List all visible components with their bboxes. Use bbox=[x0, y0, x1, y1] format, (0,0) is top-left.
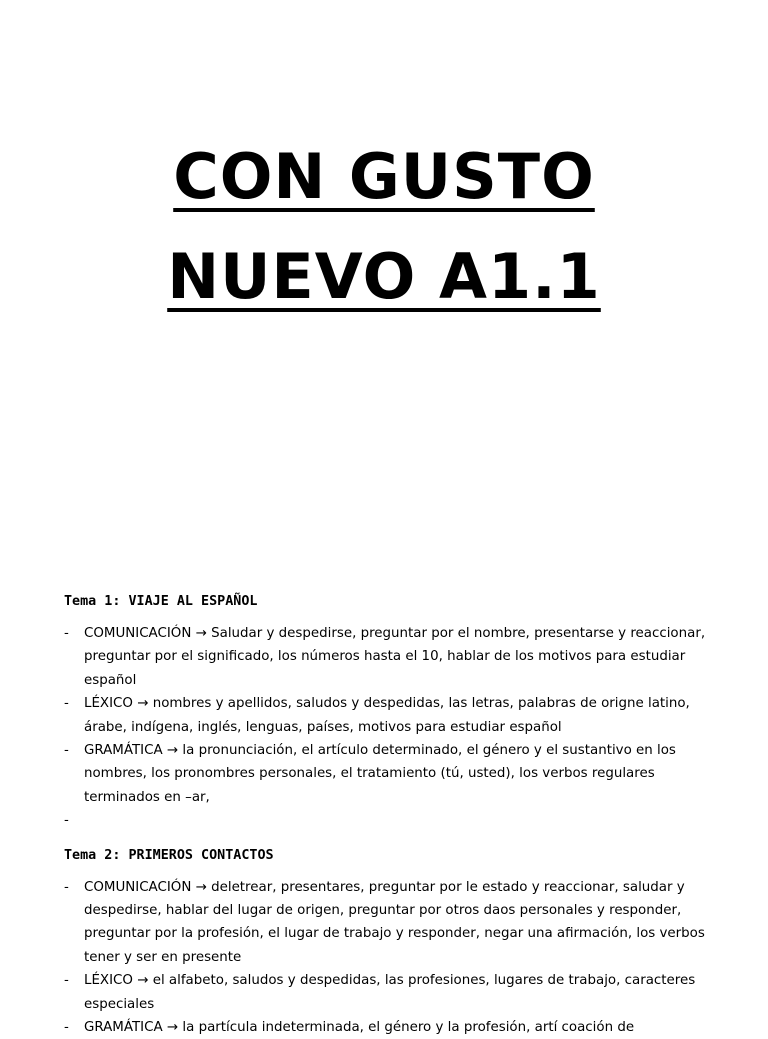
list-item bbox=[64, 692, 724, 739]
tema-2-section bbox=[64, 845, 724, 1039]
item-label: GRAMÁTICA bbox=[84, 743, 163, 759]
list-item bbox=[64, 876, 724, 970]
list-item bbox=[64, 969, 724, 1016]
item-text: nombres y apellidos, saludos y despedidas, las letras, palabras de origne latino, árabe, indígena, inglés, lenguas, países, motivos para estudiar español bbox=[84, 696, 690, 735]
list-item bbox=[64, 739, 724, 809]
item-label: COMUNICACIÓN bbox=[84, 879, 192, 895]
item-text: deletrear, presentares, preguntar por le estado y reaccionar, saludar y despedirse, hablar del lugar de origen, preguntar por otros daos personales y responder, preguntar por la profesión, el lugar de trabajo y responder, negar una afirmación, los verbos tener y ser en presente bbox=[84, 879, 705, 965]
syllabus-content bbox=[64, 591, 724, 1039]
list-dash: - bbox=[64, 626, 69, 641]
list-item bbox=[64, 622, 724, 692]
item-text: el alfabeto, saludos y despedidas, las profesiones, lugares de trabajo, caracteres especiales bbox=[84, 973, 696, 1012]
item-label: GRAMÁTICA bbox=[84, 1020, 163, 1036]
list-dash: - bbox=[64, 813, 69, 829]
tema-2-heading: Tema 2: PRIMEROS CONTACTOS bbox=[64, 847, 274, 863]
list-item-empty bbox=[64, 809, 724, 832]
tema-1-heading: Tema 1: VIAJE AL ESPAÑOL bbox=[64, 594, 258, 609]
list-item bbox=[64, 1016, 724, 1039]
item-text: la pronunciación, el artículo determinado, el género y el sustantivo en los nombres, los pronombres personales, el tratamiento (tú, usted), los verbos regulares terminados en –ar, bbox=[84, 743, 676, 805]
list-dash: - bbox=[64, 973, 69, 989]
item-text: la partícula indeterminada, el género y la profesión, artí coación de bbox=[182, 1020, 635, 1036]
item-text: Saludar y despedirse, preguntar por el nombre, presentarse y reaccionar, preguntar por el significado, los números hasta el 10, hablar de los motivos para estudiar español bbox=[84, 626, 706, 688]
list-dash: - bbox=[64, 879, 69, 895]
title-line-2: NUEVO A1.1 bbox=[167, 240, 601, 313]
item-label: LÉXICO bbox=[84, 696, 133, 712]
document-title bbox=[0, 140, 768, 314]
arrow-icon: → bbox=[137, 696, 149, 712]
item-label: COMUNICACIÓN bbox=[84, 626, 192, 641]
item-label: LÉXICO bbox=[84, 973, 133, 989]
arrow-icon: → bbox=[166, 1020, 179, 1036]
tema-2-list bbox=[64, 876, 724, 1039]
arrow-icon: → bbox=[166, 743, 179, 759]
title-line-1: CON GUSTO bbox=[173, 140, 595, 213]
list-dash: - bbox=[64, 1020, 69, 1036]
arrow-icon: → bbox=[195, 879, 207, 895]
list-dash: - bbox=[64, 696, 69, 712]
arrow-icon: → bbox=[195, 626, 207, 641]
tema-1-list bbox=[64, 622, 724, 833]
tema-1-section bbox=[64, 591, 724, 833]
arrow-icon: → bbox=[137, 973, 149, 989]
list-dash: - bbox=[64, 743, 69, 759]
